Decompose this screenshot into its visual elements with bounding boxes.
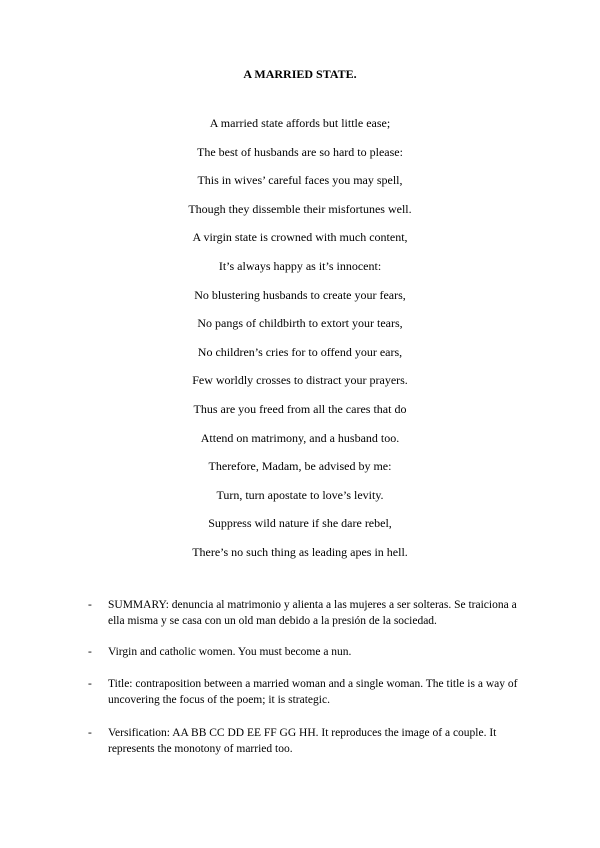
note-title xyxy=(88,676,528,708)
note-virgin xyxy=(88,644,528,660)
poem-line: There’s no such thing as leading apes in hell. xyxy=(192,544,408,559)
poem-line: It’s always happy as it’s innocent: xyxy=(218,258,382,273)
poem-line: No pangs of childbirth to extort your tears, xyxy=(197,316,403,331)
poem-line: The best of husbands are so hard to please: xyxy=(197,144,403,159)
bullet-dash: - xyxy=(88,678,92,690)
note-summary xyxy=(88,597,528,629)
poem-line: Turn, turn apostate to love’s levity. xyxy=(216,487,384,502)
poem-line: Though they dissemble their misfortunes well. xyxy=(188,201,412,216)
poem-line: Thus are you freed from all the cares that do xyxy=(193,401,407,416)
bullet-dash: - xyxy=(88,599,92,611)
note-versification xyxy=(88,725,528,757)
analysis-notes xyxy=(88,597,528,773)
poem-body xyxy=(0,114,600,572)
poem-line: Therefore, Madam, be advised by me: xyxy=(208,459,392,474)
poem-line: Few worldly crosses to distract your prayers. xyxy=(192,373,408,388)
bullet-dash: - xyxy=(88,727,92,739)
poem-line: No blustering husbands to create your fears, xyxy=(194,287,406,302)
note-text: SUMMARY: denuncia al matrimonio y alienta a las mujeres a ser solteras. Se traiciona a ella misma y se casa con un old man debido a la presión de la sociedad. xyxy=(108,599,517,627)
poem-line: Suppress wild nature if she dare rebel, xyxy=(208,516,392,531)
note-text: Virgin and catholic women. You must become a nun. xyxy=(108,646,352,658)
poem-line: No children’s cries for to offend your ears, xyxy=(197,344,403,359)
poem-line: A virgin state is crowned with much content, xyxy=(192,230,408,245)
poem-line: A married state affords but little ease; xyxy=(209,116,391,130)
note-text: Title: contraposition between a married woman and a single woman. The title is a way of uncovering the focus of the poem; it is strategic. xyxy=(108,678,518,706)
bullet-dash: - xyxy=(88,646,92,658)
note-text: Versification: AA BB CC DD EE FF GG HH. It reproduces the image of a couple. It represents the monotony of married too. xyxy=(108,727,497,755)
poem-line: This in wives’ careful faces you may spell, xyxy=(197,173,403,188)
poem-line: Attend on matrimony, and a husband too. xyxy=(200,430,400,445)
poem-title: A MARRIED STATE. xyxy=(243,67,357,81)
